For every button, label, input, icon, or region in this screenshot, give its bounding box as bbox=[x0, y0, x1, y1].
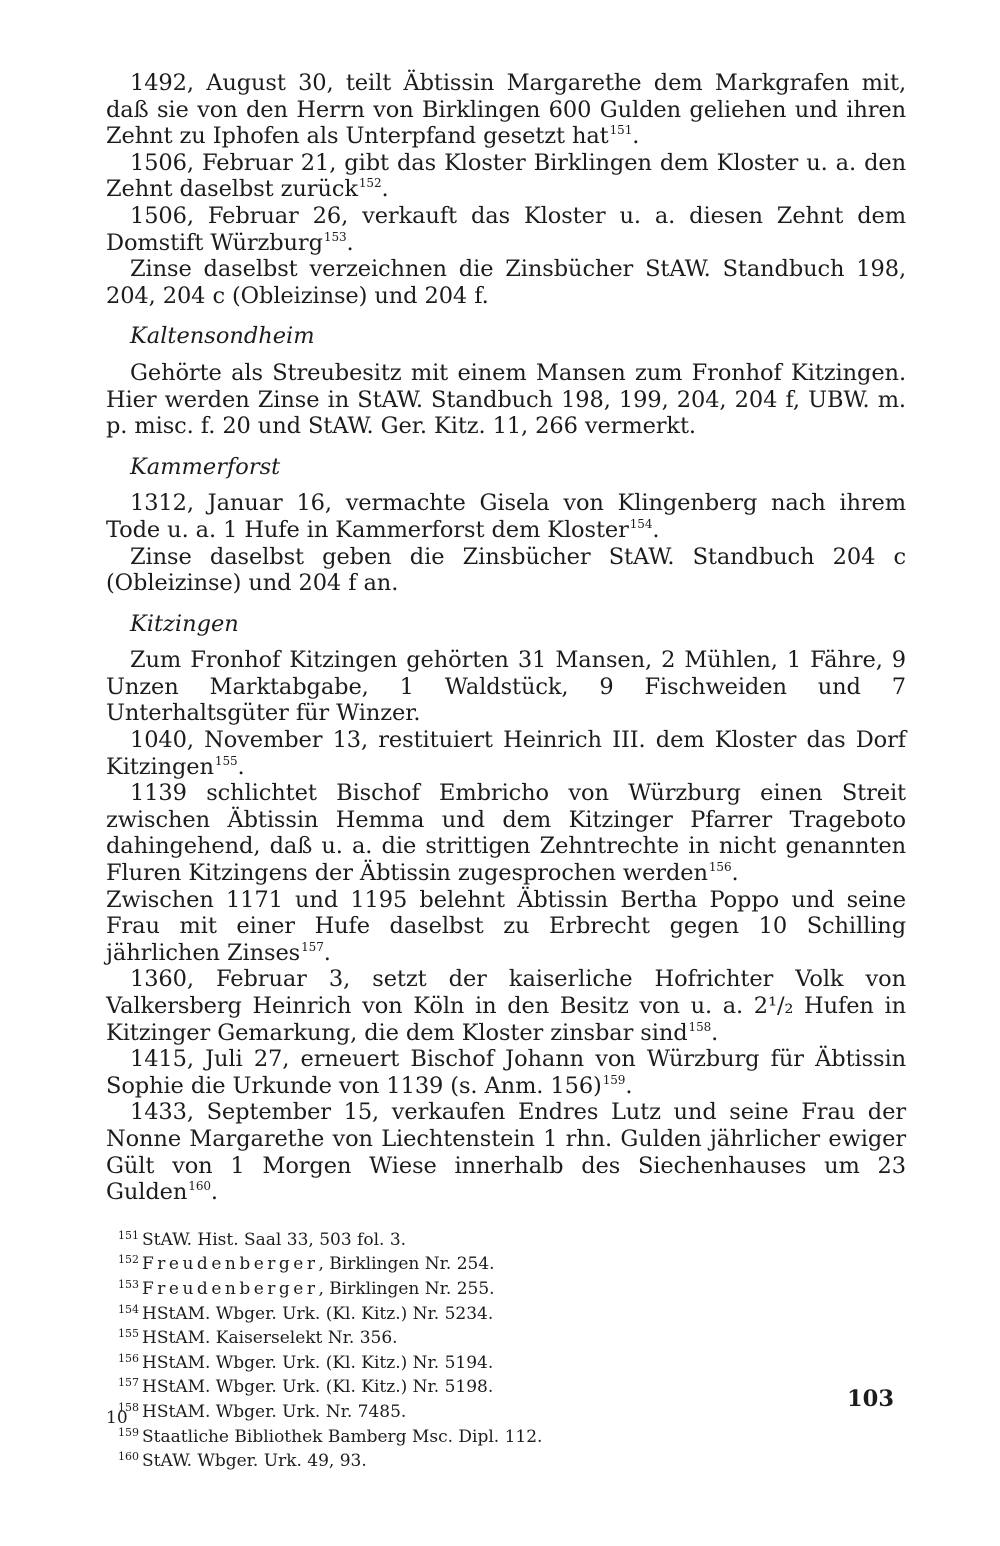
footnote-ref: 158 bbox=[688, 1019, 712, 1034]
section-heading-kammerforst: Kammerforst bbox=[130, 453, 281, 480]
footnote: 156 HStAM. Wbger. Urk. (Kl. Kitz.) Nr. 5194. bbox=[118, 1351, 494, 1373]
footnote-ref: 154 bbox=[629, 516, 653, 531]
paragraph: 1506, Februar 21, gibt das Kloster Birklingen dem Kloster u. a. den Zehnt daselbst zurück$^{152}$. bbox=[106, 149, 906, 203]
footnote: 155 HStAM. Kaiserselekt Nr. 356. bbox=[118, 1327, 398, 1349]
folio-mark: 10 bbox=[106, 1408, 128, 1428]
footnote: 152 Freudenberger, Birklingen Nr. 254. bbox=[118, 1253, 495, 1275]
footnote: 159 Staatliche Bibliothek Bamberg Msc. Dipl. 112. bbox=[118, 1425, 543, 1447]
footnote: 160 StAW. Wbger. Urk. 49, 93. bbox=[118, 1450, 367, 1472]
paragraph: Zum Fronhof Kitzingen gehörten 31 Mansen, 2 Mühlen, 1 Fähre, 9 Unzen Marktabgabe, 1 Waldstück, 9 Fischweiden und 7 Unterhaltsgüter für Winzer. bbox=[106, 647, 906, 727]
paragraph: Zinse daselbst geben die Zinsbücher StAW. Standbuch 204 c (Obleizinse) und 204 f an. bbox=[106, 543, 906, 597]
footnotes bbox=[106, 1226, 906, 1472]
paragraph: 1433, September 15, verkaufen Endres Lutz und seine Frau der Nonne Margarethe von Liechtenstein 1 rhn. Gulden jährlicher ewiger Gült von 1 Morgen Wiese innerhalb des Siechenhauses um 23 Gulden$^{160}$. bbox=[106, 1099, 906, 1206]
paragraph: Zinse daselbst verzeichnen die Zinsbücher StAW. Standbuch 198, 204, 204 c (Obleizinse) und 204 f. bbox=[106, 256, 906, 309]
footnote-ref: 156 bbox=[708, 860, 732, 875]
footnote-ref: 152 bbox=[358, 176, 382, 191]
footnote-ref: 151 bbox=[609, 123, 633, 138]
footnote-ref: 157 bbox=[301, 939, 324, 954]
paragraph: 1040, November 13, restituiert Heinrich III. dem Kloster das Dorf Kitzingen$^{155}$. bbox=[106, 727, 906, 780]
footnote: 151 StAW. Hist. Saal 33, 503 fol. 3. bbox=[118, 1228, 407, 1250]
page-number: 103 bbox=[847, 1386, 894, 1412]
footnote: 153 Freudenberger, Birklingen Nr. 255. bbox=[118, 1277, 495, 1299]
intro-paragraphs bbox=[106, 70, 906, 309]
footnote-ref: 153 bbox=[323, 229, 347, 244]
paragraph: 1360, Februar 3, setzt der kaiserliche Hofrichter Volk von Valkersberg Heinrich von Köln in den Besitz von u. a. 2¹/₂ Hufen in Kitzinger Gemarkung, die dem Kloster zinsbar sind$^{158}$. bbox=[106, 966, 906, 1046]
section-heading-kaltensondheim: Kaltensondheim bbox=[130, 323, 315, 350]
paragraph: 1492, August 30, teilt Äbtissin Margarethe dem Markgrafen mit, daß sie von den Herrn von Birklingen 600 Gulden geliehen und ihren Zehnt zu Iphofen als Unterpfand gesetzt hat$^{151}$. bbox=[106, 70, 906, 150]
page-body bbox=[106, 70, 906, 1472]
footnote: 154 HStAM. Wbger. Urk. (Kl. Kitz.) Nr. 5234. bbox=[118, 1302, 494, 1324]
footnote-ref: 159 bbox=[602, 1072, 626, 1087]
footnote: 158 HStAM. Wbger. Urk. Nr. 7485. bbox=[118, 1400, 407, 1422]
footnote-ref: 155 bbox=[214, 753, 238, 768]
paragraph: Zwischen 1171 und 1195 belehnt Äbtissin Bertha Poppo und seine Frau mit einer Hufe daselbst zu Erbrecht gegen 10 Schilling jährlichen Zinses$^{157}$. bbox=[106, 886, 906, 966]
paragraph: 1506, Februar 26, verkauft das Kloster u. a. diesen Zehnt dem Domstift Würzburg$^{153}$. bbox=[106, 202, 906, 256]
paragraph: 1415, Juli 27, erneuert Bischof Johann von Würzburg für Äbtissin Sophie die Urkunde von 1139 (s. Anm. 156)$^{159}$. bbox=[106, 1046, 906, 1099]
paragraph: 1312, Januar 16, vermachte Gisela von Klingenberg nach ihrem Tode u. a. 1 Hufe in Kammerforst dem Kloster$^{154}$. bbox=[106, 490, 906, 543]
section-heading-kitzingen: Kitzingen bbox=[130, 610, 239, 637]
footnote-ref: 160 bbox=[188, 1179, 211, 1194]
paragraph: 1139 schlichtet Bischof Embricho von Würzburg einen Streit zwischen Äbtissin Hemma und dem Kitzinger Pfarrer Trageboto dahingehend, daß u. a. die strittigen Zehntrechte in nicht genannten Fluren Kitzingens der Äbtissin zugesprochen werden$^{156}$. bbox=[106, 780, 906, 887]
footnote: 157 HStAM. Wbger. Urk. (Kl. Kitz.) Nr. 5198. bbox=[118, 1376, 494, 1398]
paragraph: Gehörte als Streubesitz mit einem Mansen zum Fronhof Kitzingen. Hier werden Zinse in StAW. Standbuch 198, 199, 204, 204 f, UBW. m. p. misc. f. 20 und StAW. Ger. Kitz. 11, 266 vermerkt. bbox=[106, 359, 906, 440]
